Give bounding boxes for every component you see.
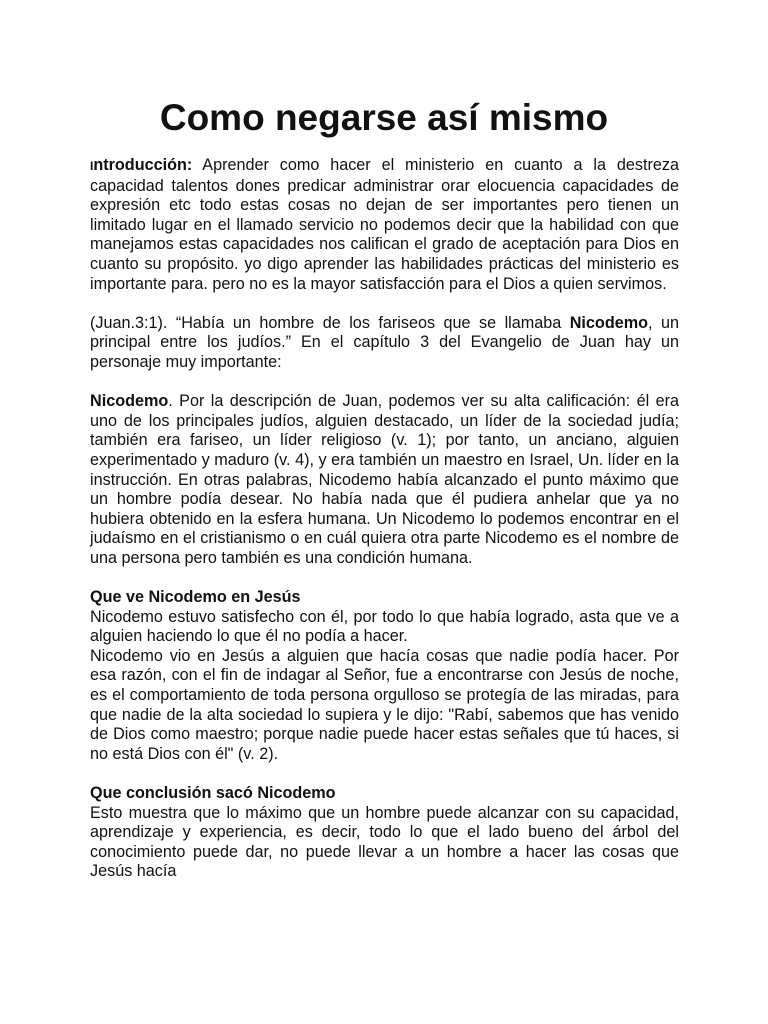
nicodemo-name: Nicodemo — [90, 392, 169, 411]
section-conclusion-heading: Que conclusión sacó Nicodemo — [90, 784, 336, 802]
section-conclusion-text: Esto muestra que lo máximo que un hombre puede alcanzar con su capacidad, aprendizaje y experiencia, es decir, todo lo que el lado bueno del árbol del conocimiento puede dar, no puede llevar a un hombre a hacer las cosas que Jesús hacía — [90, 803, 679, 881]
section-sees-heading: Que ve Nicodemo en Jesús — [90, 588, 301, 607]
intro-text: Aprender como hacer el ministerio en cuanto a la destreza capacidad talentos dones predicar administrar orar elocuencia capacidades de expresión etc todo estas cosas no dejan de ser importantes pero tienen un limitado lugar en el llamado servicio no podemos decir que la habilidad con que manejamos estas capacidades nos califican el grado de aceptación para Dios en cuanto su propósito. yo digo aprender las habilidades prácticas del ministerio es importante para. pero no es la mayor satisfacción para el Dios a quien servimos. — [90, 156, 679, 293]
section-conclusion — [90, 784, 679, 882]
juan-name: Nicodemo — [569, 313, 648, 332]
document-body — [90, 156, 679, 902]
juan-text-before: (Juan.3:1). “Había un hombre de los fariseos que se llamaba — [90, 313, 570, 332]
section-sees-text-1: Nicodemo estuvo satisfecho con él, por todo lo que había logrado, asta que ve a alguien haciendo lo que él no podía a hacer. — [90, 607, 679, 646]
intro-paragraph — [90, 156, 679, 294]
section-sees — [90, 588, 679, 764]
intro-label: ntroducción: — [93, 156, 193, 174]
section-sees-text-2: Nicodemo vio en Jesús a alguien que hacía cosas que nadie podía hacer. Por esa razón, con el fin de indagar al Señor, fue a encontrarse con Jesús de noche, es el comportamiento de toda persona orgulloso se protegía de las miradas, para que nadie de la alta sociedad lo supiera y le dijo: "Rabí, sabemos que has venido de Dios como maestro; porque nadie puede hacer estas señales que tú haces, si no está Dios con él" (v. 2). — [90, 646, 679, 763]
nicodemo-paragraph — [90, 392, 679, 568]
nicodemo-text: . Por la descripción de Juan, podemos ver su alta calificación: él era uno de los principales judíos, alguien destacado, un líder de la sociedad judía; también era fariseo, un líder religioso (v. 1); por tanto, un anciano, alguien experimentado y maduro (v. 4), y era también un maestro en Israel, Un. líder en la instrucción. En otras palabras, Nicodemo había alcanzado el punto máximo que un hombre podía desear. No había nada que él pudiera anhelar que ya no hubiera obtenido en la esfera humana. Un Nicodemo lo podemos encontrar en el judaísmo en el cristianismo o en cuál quiera otra parte Nicodemo es el nombre de una persona pero también es una condición humana. — [90, 392, 679, 567]
intro-label-initial: I — [90, 159, 94, 173]
juan-text-after: , un principal entre los judíos.” En el capítulo 3 del Evangelio de Juan hay un personaje muy importante: — [90, 313, 679, 371]
juan-paragraph — [90, 314, 679, 373]
page-title: Como negarse así mismo — [159, 97, 609, 138]
